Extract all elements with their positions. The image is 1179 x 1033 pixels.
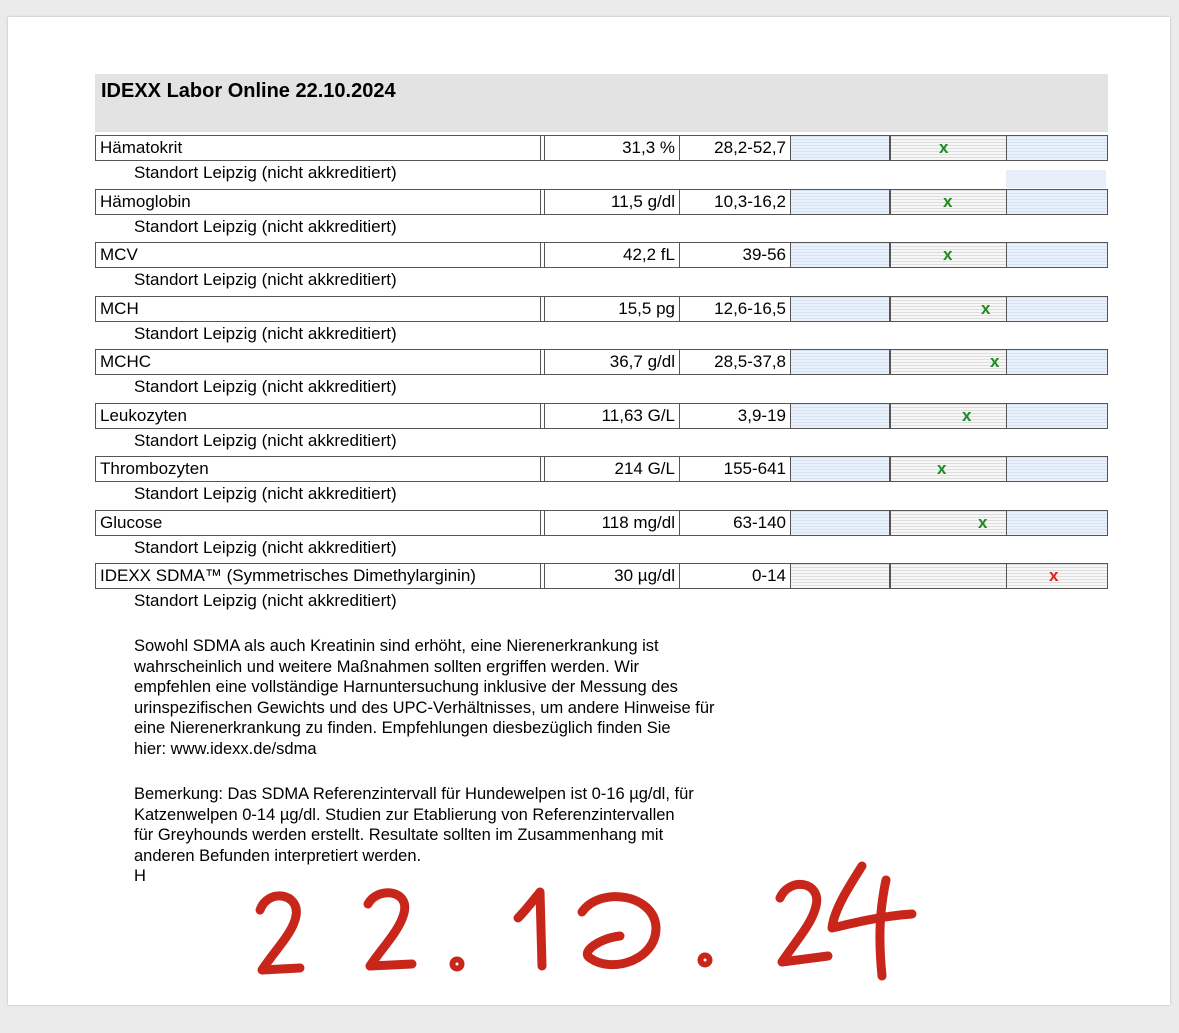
test-name: MCHC — [95, 349, 545, 375]
test-value: 118 mg/dl — [540, 510, 680, 536]
range-bar-high — [1006, 189, 1108, 215]
test-value: 11,5 g/dl — [540, 189, 680, 215]
result-row — [95, 403, 1107, 429]
test-name: Hämoglobin — [95, 189, 545, 215]
normal-result-mark: x — [962, 406, 972, 425]
range-bar-high — [1006, 135, 1108, 161]
interpretation-line: urinspezifischen Gewichts und des UPC-Verhältnisses, um andere Hinweise für — [134, 698, 715, 717]
reference-range: 63-140 — [679, 510, 791, 536]
normal-result-mark: x — [990, 352, 1000, 371]
location-note: Standort Leipzig (nicht akkreditiert) — [134, 484, 397, 503]
test-name: Hämatokrit — [95, 135, 545, 161]
test-value: 30 µg/dl — [540, 563, 680, 589]
normal-result-mark: x — [937, 459, 947, 478]
range-bar-normal — [890, 135, 1007, 161]
range-bar-low — [790, 510, 890, 536]
test-value: 36,7 g/dl — [540, 349, 680, 375]
range-bar-high — [1006, 510, 1108, 536]
interpretation-line: eine Nierenerkrankung zu finden. Empfehlungen diesbezüglich finden Sie — [134, 719, 671, 737]
reference-range: 10,3-16,2 — [679, 189, 791, 215]
report-title: IDEXX Labor Online 22.10.2024 — [101, 80, 396, 102]
normal-result-mark: x — [939, 138, 949, 157]
normal-result-mark: x — [943, 245, 953, 264]
high-result-mark: x — [1049, 566, 1059, 585]
range-bar-high — [1006, 563, 1108, 589]
location-note: Standort Leipzig (nicht akkreditiert) — [134, 324, 397, 343]
range-bar-low — [790, 563, 890, 589]
result-row — [95, 135, 1107, 161]
range-bar-high — [1006, 349, 1108, 375]
interpretation-paragraph — [134, 636, 774, 759]
interpretation-line: empfehlen eine vollständige Harnuntersuchung inklusive der Messung des — [134, 678, 678, 696]
location-note: Standort Leipzig (nicht akkreditiert) — [134, 591, 397, 610]
range-bar-normal — [890, 403, 1007, 429]
reference-range: 3,9-19 — [679, 403, 791, 429]
remark-line: H — [134, 867, 146, 885]
reference-range: 0-14 — [679, 563, 791, 589]
range-bar-low — [790, 349, 890, 375]
reference-range: 155-641 — [679, 456, 791, 482]
location-note: Standort Leipzig (nicht akkreditiert) — [134, 538, 397, 557]
handwritten-date — [250, 858, 930, 988]
range-bar-high — [1006, 403, 1108, 429]
range-bar-low — [790, 189, 890, 215]
result-row — [95, 296, 1107, 322]
interpretation-line: Sowohl SDMA als auch Kreatinin sind erhöht, eine Nierenerkrankung ist — [134, 637, 659, 655]
range-bar-normal — [890, 189, 1007, 215]
test-name: MCH — [95, 296, 545, 322]
location-note: Standort Leipzig (nicht akkreditiert) — [134, 217, 397, 236]
range-bar-low — [790, 242, 890, 268]
result-row — [95, 563, 1107, 589]
location-note: Standort Leipzig (nicht akkreditiert) — [134, 163, 397, 182]
range-bar-normal — [890, 510, 1007, 536]
location-note: Standort Leipzig (nicht akkreditiert) — [134, 270, 397, 289]
range-bar-low — [790, 296, 890, 322]
range-bar-normal — [890, 349, 1007, 375]
range-bar-low — [790, 403, 890, 429]
test-name: Thrombozyten — [95, 456, 545, 482]
remark-line: anderen Befunden interpretiert werden. — [134, 846, 422, 865]
remark-line: Bemerkung: Das SDMA Referenzintervall für Hundewelpen ist 0-16 µg/dl, für — [134, 785, 694, 803]
reference-range: 28,5-37,8 — [679, 349, 791, 375]
interpretation-line[interactable]: hier: www.idexx.de/sdma — [134, 739, 317, 758]
test-name: MCV — [95, 242, 545, 268]
result-row — [95, 349, 1107, 375]
test-value: 31,3 % — [540, 135, 680, 161]
interpretation-line: wahrscheinlich und weitere Maßnahmen sollten ergriffen werden. Wir — [134, 657, 640, 676]
reference-range: 28,2-52,7 — [679, 135, 791, 161]
location-note: Standort Leipzig (nicht akkreditiert) — [134, 431, 397, 450]
test-name: IDEXX SDMA™ (Symmetrisches Dimethylarginin) — [95, 563, 545, 589]
normal-result-mark: x — [943, 192, 953, 211]
test-value: 11,63 G/L — [540, 403, 680, 429]
stray-shaded-cell — [1006, 170, 1106, 188]
test-value: 42,2 fL — [540, 242, 680, 268]
result-row — [95, 242, 1107, 268]
result-row — [95, 456, 1107, 482]
test-name: Glucose — [95, 510, 545, 536]
remark-line: Katzenwelpen 0-14 µg/dl. Studien zur Etablierung von Referenzintervallen — [134, 805, 675, 824]
reference-range: 39-56 — [679, 242, 791, 268]
range-bar-high — [1006, 456, 1108, 482]
test-value: 214 G/L — [540, 456, 680, 482]
range-bar-normal — [890, 296, 1007, 322]
normal-result-mark: x — [978, 513, 988, 532]
normal-result-mark: x — [981, 299, 991, 318]
range-bar-low — [790, 456, 890, 482]
range-bar-normal — [890, 456, 1007, 482]
range-bar-high — [1006, 296, 1108, 322]
result-row — [95, 189, 1107, 215]
remark-line: für Greyhounds werden erstellt. Resultate sollten im Zusammenhang mit — [134, 826, 664, 844]
test-value: 15,5 pg — [540, 296, 680, 322]
location-note: Standort Leipzig (nicht akkreditiert) — [134, 377, 397, 396]
range-bar-normal — [890, 563, 1007, 589]
test-name: Leukozyten — [95, 403, 545, 429]
result-row — [95, 510, 1107, 536]
reference-range: 12,6-16,5 — [679, 296, 791, 322]
range-bar-normal — [890, 242, 1007, 268]
range-bar-low — [790, 135, 890, 161]
range-bar-high — [1006, 242, 1108, 268]
